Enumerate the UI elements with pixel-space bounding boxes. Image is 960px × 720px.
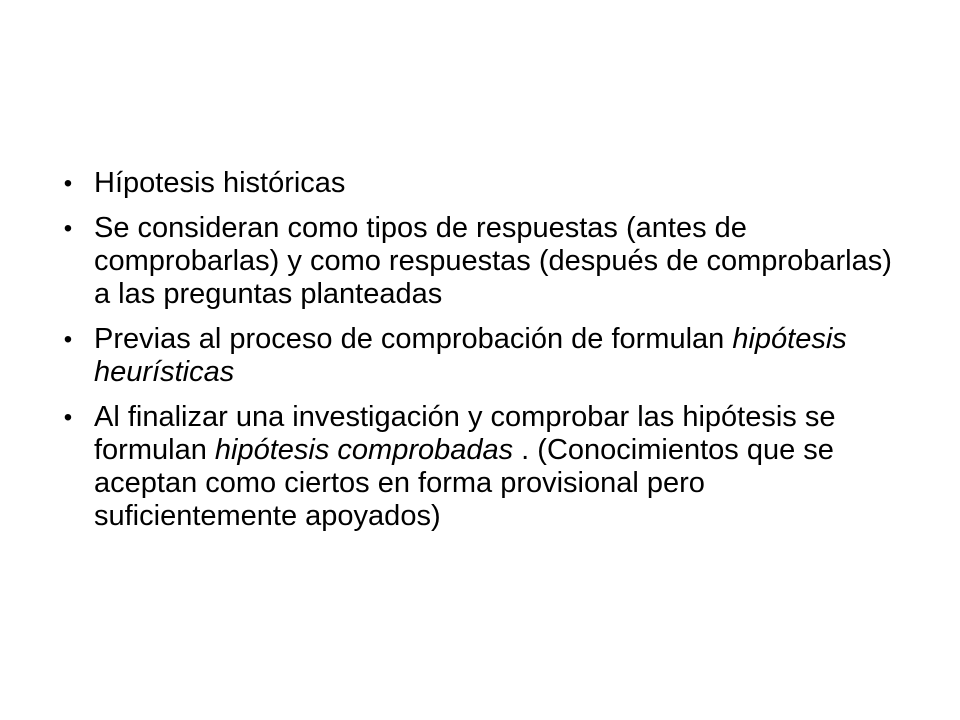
bullet-icon: • (63, 404, 73, 431)
bullet-text-emphasis: hipótesis heurísticas (94, 323, 847, 388)
bullet-text: Al finalizar una investigación y comprobar las hipótesis se formulan (94, 401, 836, 466)
bullet-text: Se consideran como tipos de respuestas (antes de comprobarlas) y como respuestas (después de comprobarlas) a las preguntas planteadas (94, 212, 892, 310)
bullet-text: Previas al proceso de comprobación de formulan (94, 323, 733, 355)
bullet-text-continuation: . (Conocimientos que se aceptan como ciertos en forma provisional pero suficientemente apoyados) (94, 434, 834, 532)
bullet-item-proven-hypotheses (58, 401, 908, 533)
bullet-item-historical-hypotheses (58, 167, 908, 200)
bullet-list (58, 167, 908, 545)
bullet-text: Hípotesis históricas (94, 167, 346, 199)
bullet-icon: • (63, 215, 73, 242)
bullet-icon: • (63, 326, 73, 353)
bullet-item-responses (58, 212, 908, 311)
bullet-item-heuristic-hypotheses (58, 323, 908, 389)
bullet-icon: • (63, 170, 73, 197)
bullet-text-emphasis: hipótesis comprobadas (214, 434, 514, 466)
